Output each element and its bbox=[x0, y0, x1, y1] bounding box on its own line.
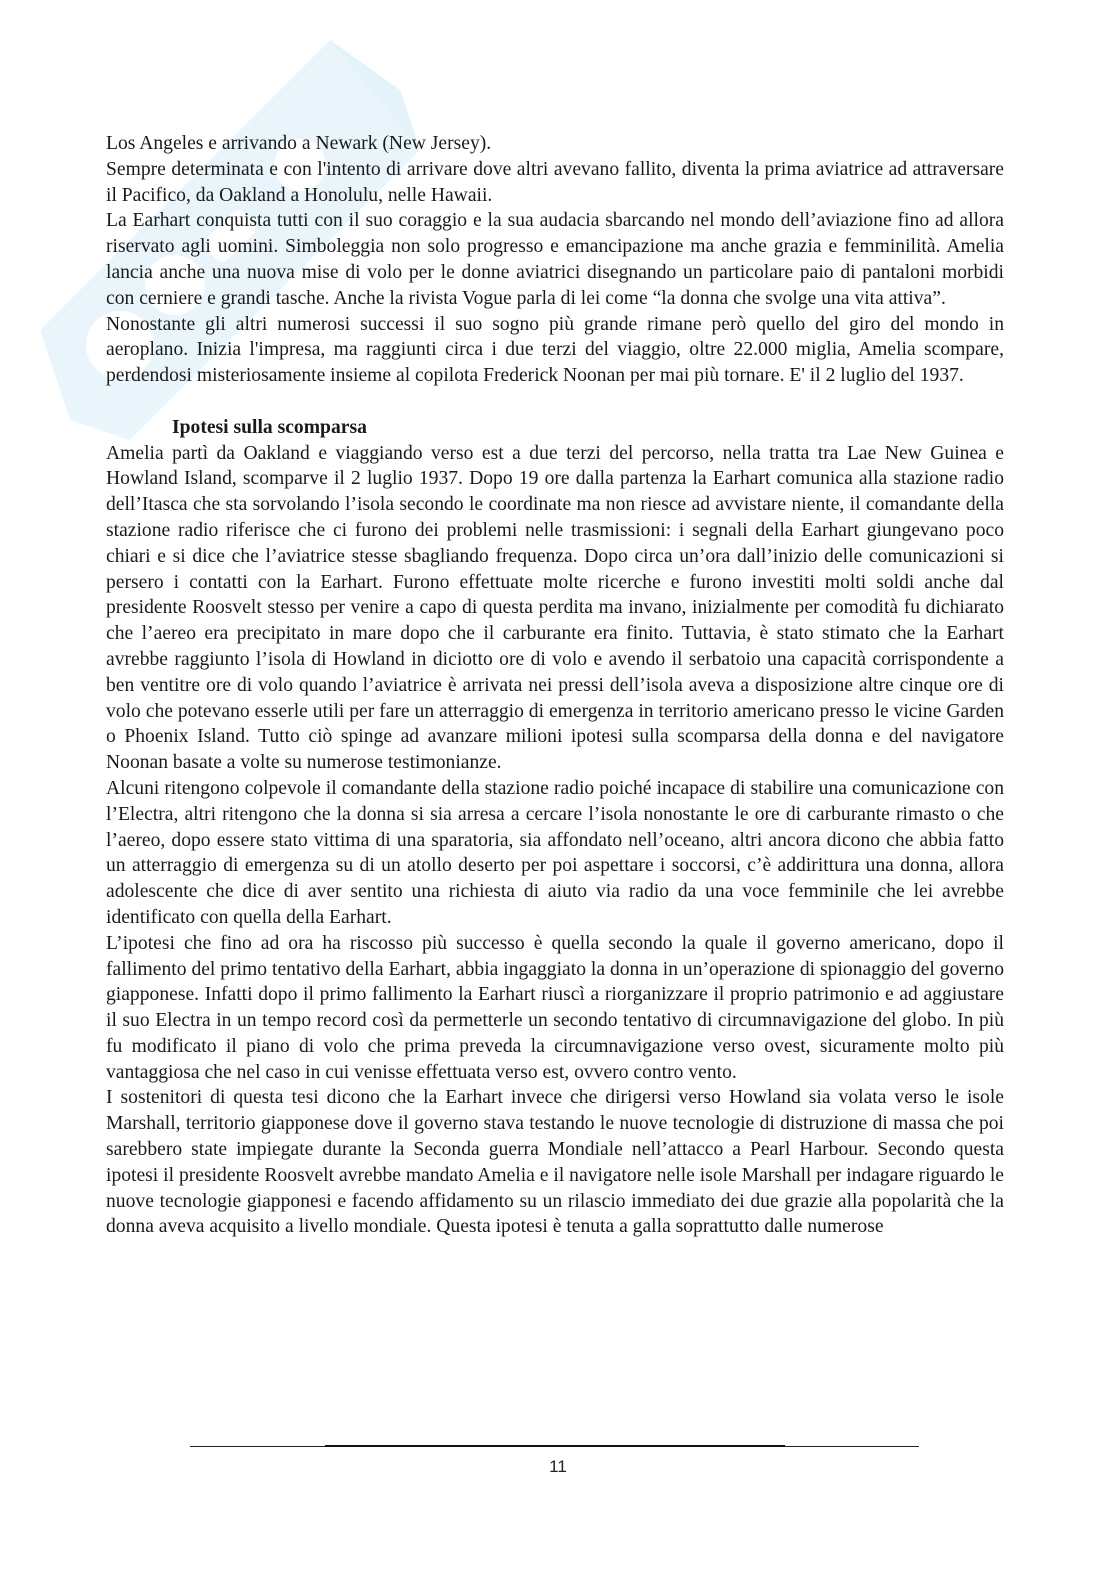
paragraph: Nonostante gli altri numerosi successi il suo sogno più grande rimane però quello del giro del mondo in aeroplano. Inizia l'impresa, ma raggiunti circa i due terzi del viaggio, oltre 22.000 miglia, Amelia scompare, perdendosi misteriosamente insieme al copilota Frederick Noonan per mai più tornare. E' il 2 luglio del 1937. bbox=[106, 313, 1004, 387]
paragraph: Alcuni ritengono colpevole il comandante della stazione radio poiché incapace di stabilire una comunicazione con l’Electra, altri ritengono che la donna si sia arresa a cercare l’isola nonostante le ore di carburante rimasto o che l’aereo, dopo essere stato vittima di una sparatoria, sia affondato nell’oceano, altri ancora dicono che abbia fatto un atterraggio di emergenza su di un atollo deserto per poi aspettare i soccorsi, c’è addirittura una donna, allora adolescente che dice di aver sentito una richiesta di aiuto via radio da una voce femminile che lei avrebbe identificato con quella della Earhart. bbox=[106, 777, 1004, 928]
paragraph: Los Angeles e arrivando a Newark (New Jersey). bbox=[106, 133, 492, 154]
paragraph: L’ipotesi che fino ad ora ha riscosso più successo è quella secondo la quale il governo americano, dopo il fallimento del primo tentativo della Earhart, abbia ingaggiato la donna in un’operazione di spionaggio del governo giapponese. Infatti dopo il primo fallimento la Earhart riuscì a riorganizzare il proprio patrimonio e ad aggiustare il suo Electra in un tempo record così da permetterle un secondo tentativo di circumnavigazione del globo. In più fu modificato il piano di volo che prima preveda la circumnavigazione verso ovest, sicuramente molto più vantaggiosa che nel caso in cui venisse effettuata verso est, ovvero contro vento. bbox=[106, 932, 1004, 1083]
footer-divider-accent bbox=[325, 1445, 785, 1447]
page-number: 11 bbox=[549, 1457, 567, 1476]
paragraph: Sempre determinata e con l'intento di arrivare dove altri avevano fallito, diventa la prima aviatrice ad attraversare il Pacifico, da Oakland a Honolulu, nelle Hawaii. bbox=[106, 158, 1004, 206]
section-heading: Ipotesi sulla scomparsa bbox=[172, 416, 367, 438]
paragraph: Amelia partì da Oakland e viaggiando verso est a due terzi del percorso, nella tratta tra Lae New Guinea e Howland Island, scomparve il 2 luglio 1937. Dopo 19 ore dalla partenza la Earhart comunica alla stazione radio dell’Itasca che sta sorvolando l’isola secondo le coordinate ma non riesce ad avvistare niente, il comandante della stazione radio riferisce che ci furono dei problemi nelle trasmissioni: i segnali della Earhart giungevano poco chiari e si dice che l’aviatrice stesse sbagliando frequenza. Dopo circa un’ora dall’inizio delle comunicazioni si persero i contatti con la Earhart. Furono effettuate molte ricerche e furono investiti molti soldi anche dal presidente Roosvelt stesso per venire a capo di questa perdita ma invano, inizialmente per comodità fu dichiarato che l’aereo era precipitato in mare dopo che il carburante era finito. Tuttavia, è stato stimato che la Earhart avrebbe raggiunto l’isola di Howland in diciotto ore di volo e avendo il serbatoio una capacità corrispondente a ben ventitre ore di volo quando l’aviatrice è arrivata nei pressi dell’isola aveva a disposizione altre cinque ore di volo che potevano esserle utili per fare un atterraggio di emergenza in territorio americano presso le vicine Garden o Phoenix Island. Tutto ciò spinge ad avanzare milioni ipotesi sulla scomparsa della donna e del navigatore Noonan basate a volte su numerose testimonianze. bbox=[106, 442, 1004, 774]
page-body bbox=[106, 131, 1004, 1240]
paragraph: I sostenitori di questa tesi dicono che la Earhart invece che dirigersi verso Howland sia volata verso le isole Marshall, territorio giapponese dove il governo stava testando le nuove tecnologie di distruzione di massa che poi sarebbero state impiegate durante la Seconda guerra Mondiale nell’attacco a Pearl Harbour. Secondo questa ipotesi il presidente Roosvelt avrebbe mandato Amelia e il navigatore nelle isole Marshall per indagare riguardo le nuove tecnologie giapponesi e facendo affidamento su un rilascio immediato dei due grazie alla popolarità che la donna aveva acquisito a livello mondiale. Questa ipotesi è tenuta a galla soprattutto dalle numerose bbox=[106, 1087, 1004, 1238]
paragraph: La Earhart conquista tutti con il suo coraggio e la sua audacia sbarcando nel mondo dell’aviazione fino ad allora riservato agli uomini. Simboleggia non solo progresso e emancipazione ma anche grazia e femminilità. Amelia lancia anche una nuova mise di volo per le donne aviatrici disegnando un particolare paio di pantaloni morbidi con cerniere e grandi tasche. Anche la rivista Vogue parla di lei come “la donna che svolge una vita attiva”. bbox=[106, 210, 1004, 309]
